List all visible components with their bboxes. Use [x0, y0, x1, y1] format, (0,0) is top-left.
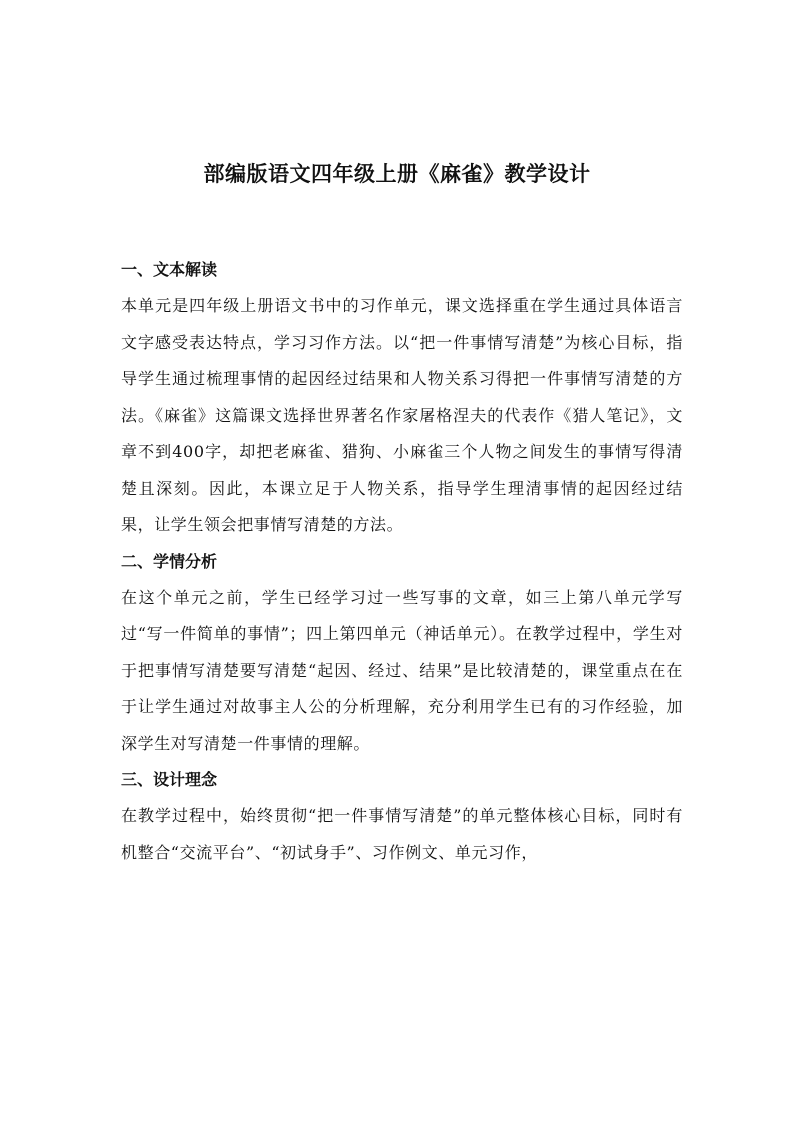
- section-heading: 三、设计理念: [121, 770, 218, 789]
- section-paragraph: 本单元是四年级上册语文书中的习作单元，课文选择重在学生通过具体语言文字感受表达特点，学习习作方法。以“把一件事情写清楚”为核心目标，指导学生通过梳理事情的起因经过结果和人物关系习得把一件事情写清楚的方法。《麻雀》这篇课文选择世界著名作家屠格涅夫的代表作《猎人笔记》，文章不到400字，却把老麻雀、猎狗、小麻雀三个人物之间发生的事情写得清楚且深刻。因此，本课立足于人物关系，指导学生理清事情的起因经过结果，让学生领会把事情写清楚的方法。: [121, 296, 683, 534]
- document-title: 部编版语文四年级上册《麻雀》教学设计: [203, 162, 591, 186]
- document-body: [121, 252, 683, 871]
- section-paragraph: 在这个单元之前，学生已经学习过一些写事的文章，如三上第八单元学写过“写一件简单的事情”；四上第四单元（神话单元）。在教学过程中，学生对于把事情写清楚要写清楚“起因、经过、结果”是比较清楚的，课堂重点在在于让学生通过对故事主人公的分析理解，充分利用学生已有的习作经验，加深学生对写清楚一件事情的理解。: [121, 587, 683, 753]
- section-design-concept: [121, 762, 683, 871]
- section-paragraph: 在教学过程中，始终贯彻“把一件事情写清楚”的单元整体核心目标，同时有机整合“交流平台”、“初试身手”、习作例文、单元习作，: [121, 806, 683, 862]
- section-heading: 一、文本解读: [121, 260, 218, 279]
- section-text-interpretation: [121, 252, 683, 544]
- section-learner-analysis: [121, 544, 683, 763]
- section-heading: 二、学情分析: [121, 551, 218, 571]
